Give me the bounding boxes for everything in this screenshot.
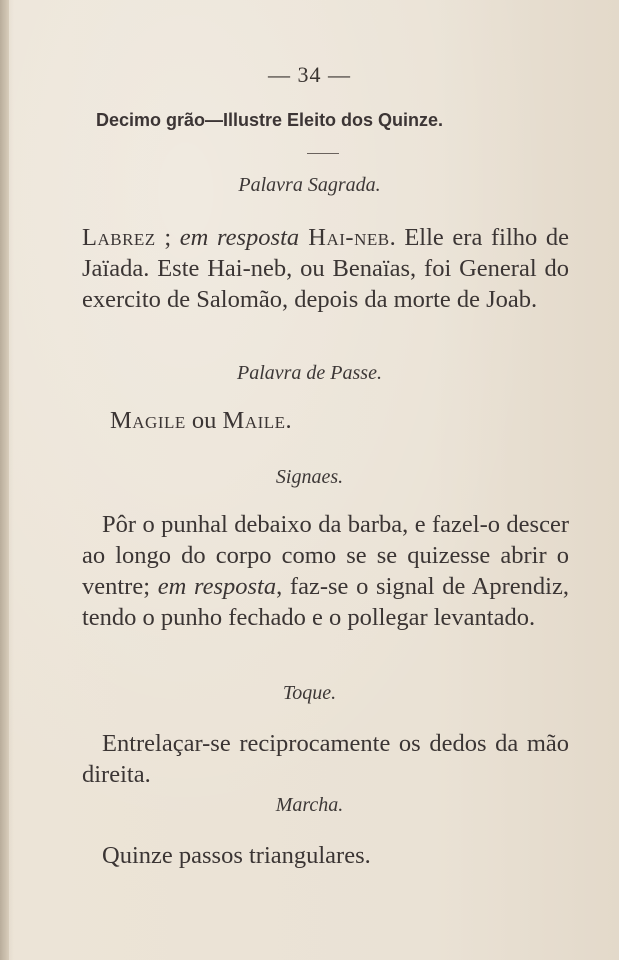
paragraph-palavra-sagrada [82,222,569,315]
signaes-text-2: , faz-se o signal de Aprendiz, tendo o punho fechado e o pollegar levantado. [82,573,569,631]
signaes-em-resposta: em resposta [157,573,277,600]
paragraph-palavra-de-passe [82,405,569,436]
section-title-signaes: Signaes. [275,466,344,488]
paragraph-toque [82,728,569,790]
pass-word-1: Magile [110,407,186,434]
section-title-palavra-sagrada: Palavra Sagrada. [238,174,381,196]
pass-word-end: . [285,407,292,434]
marcha-text: Quinze passos triangulares. [102,842,371,869]
paragraph-marcha [82,840,569,871]
section-title-toque: Toque. [282,682,337,704]
page-number: — 34 — [268,62,351,87]
separator: ; [155,224,180,251]
paragraph-text: . Elle era filho de Jaïada. Este Hai-neb, ou Benaïas, foi General do exercito de Salomão, depois da morte de Joab. [82,224,570,313]
section-title-palavra-de-passe: Palavra de Passe. [237,362,382,384]
pass-word-2: Maile [222,407,286,434]
heading-divider [307,153,339,154]
toque-text: Entrelaçar-se reciprocamente os dedos da mão direita. [82,730,569,788]
paragraph-signaes [82,509,569,633]
answer-word: Hai-neb [299,224,390,251]
signaes-text-1: Pôr o punhal debaixo da barba, e fazel-o descer ao longo do corpo como se se quizesse abrir o ventre; [82,511,569,600]
em-resposta-text: em resposta [179,224,300,251]
chapter-heading: Decimo grão—Illustre Eleito dos Quinze. [96,110,444,130]
pass-word-or: ou [185,407,223,434]
sacred-word: Labrez [82,224,156,251]
section-title-marcha: Marcha. [275,794,344,816]
